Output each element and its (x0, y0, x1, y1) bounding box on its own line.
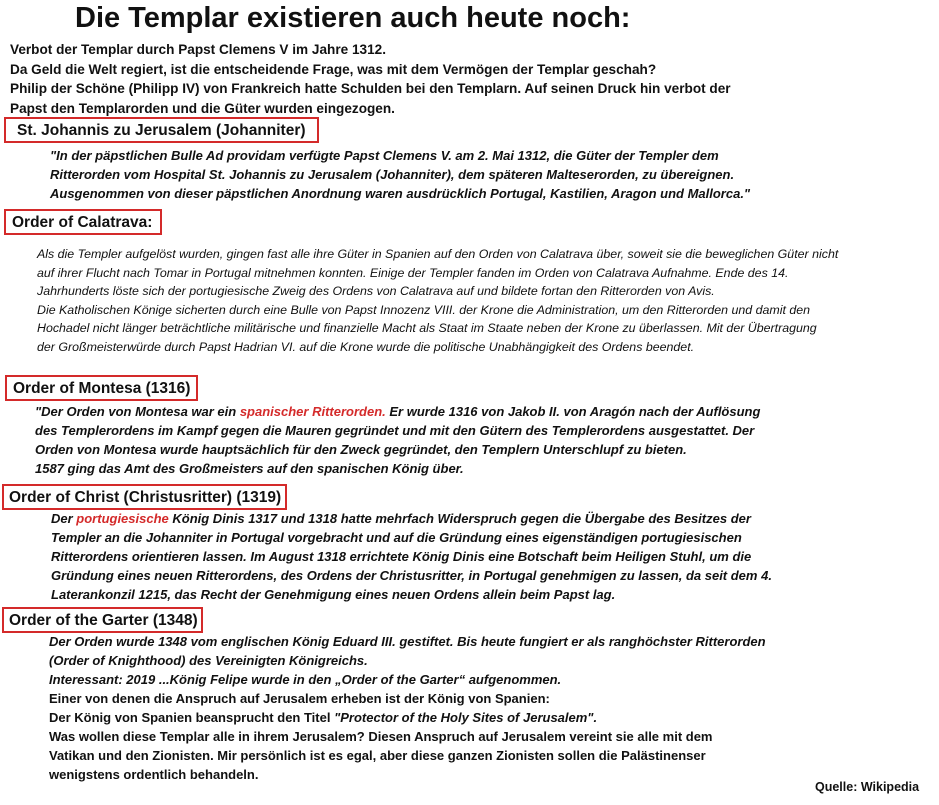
garter-text (49, 632, 766, 784)
intro-line: Da Geld die Welt regiert, ist die entscheidende Frage, was mit dem Vermögen der Templar geschah? (10, 61, 657, 77)
johanniter-text (50, 146, 750, 203)
garter-title-quote: "Protector of the Holy Sites of Jerusalem". (334, 710, 598, 725)
montesa-text (35, 402, 760, 478)
calatrava-text (37, 245, 838, 356)
christ-line (51, 509, 772, 528)
christ-line-start: Der (51, 511, 77, 526)
christ-text (51, 509, 772, 604)
garter-line: Einer von denen die Anspruch auf Jerusalem erheben ist der König von Spanien: (49, 691, 550, 706)
christ-line: Ritterordens orientieren lassen. Im August 1318 errichtete König Dinis eine Botschaft beim Heiligen Stuhl, um die (51, 549, 752, 564)
page-title: Die Templar existieren auch heute noch: (75, 2, 631, 34)
montesa-line: Orden von Montesa wurde hauptsächlich für den Zweck gegründet, den Templern Unterschlupf zu bieten. (35, 442, 687, 457)
calatrava-line: der Großmeisterwürde durch Papst Hadrian VI. auf die Krone wurde die politische Unabhängigkeit des Ordens beendet. (37, 339, 695, 354)
heading-montesa: Order of Montesa (1316) (5, 375, 198, 401)
montesa-line (35, 402, 760, 421)
garter-line (49, 708, 766, 727)
montesa-line-end: Er wurde 1316 von Jakob II. von Aragón nach der Auflösung (385, 404, 761, 419)
christ-line: Gründung eines neuen Ritterordens, des Ordens der Christusritter, in Portugal genehmigen zu lassen, da seit dem 4. (51, 568, 772, 583)
heading-calatrava: Order of Calatrava: (4, 209, 162, 235)
garter-line-start: Der König von Spanien beansprucht den Titel (49, 710, 335, 725)
heading-garter: Order of the Garter (1348) (2, 607, 203, 633)
garter-line: Vatikan und den Zionisten. Mir persönlich ist es egal, aber diese ganzen Zionisten sollen die Palästinenser (49, 748, 706, 763)
intro-line: Philip der Schöne (Philipp IV) von Frankreich hatte Schulden bei den Templarn. Auf seinen Druck hin verbot der (10, 81, 731, 96)
source-credit: Quelle: Wikipedia (815, 780, 920, 794)
garter-line: Was wollen diese Templar alle in ihrem Jerusalem? Diesen Anspruch auf Jerusalem vereint sie alle mit dem (49, 729, 713, 744)
montesa-line-start: "Der Orden von Montesa war ein (35, 404, 240, 419)
garter-line: wenigstens ordentlich behandeln. (49, 767, 259, 782)
montesa-line: 1587 ging das Amt des Großmeisters auf den spanischen König über. (35, 461, 464, 476)
christ-line-end: König Dinis 1317 und 1318 hatte mehrfach Widerspruch gegen die Übergabe des Besitzes der (168, 511, 751, 526)
christ-line: Templer an die Johanniter in Portugal vorgebracht und auf die Gründung eines eigenständigen portugiesischen (51, 530, 742, 545)
intro-line: Verbot der Templar durch Papst Clemens V im Jahre 1312. (10, 42, 386, 57)
christ-line: Laterankonzil 1215, das Recht der Genehmigung eines neuen Ordens allein beim Papst lag. (51, 587, 616, 602)
heading-christ: Order of Christ (Christusritter) (1319) (2, 484, 287, 510)
calatrava-line: Als die Templer aufgelöst wurden, gingen fast alle ihre Güter in Spanien auf den Orden von Calatrava über, soweit sie die beweglichen Güter nicht (37, 247, 839, 261)
montesa-line: des Templerordens im Kampf gegen die Mauren gegründet und mit den Gütern des Templerordens ausgestattet. Der (35, 423, 755, 438)
calatrava-line: Hochadel nicht länger beträchtliche militärische und finanzielle Macht als Staat im Staate neben der Krone zu überlassen. Mit der Übertragung (37, 321, 817, 335)
montesa-highlight-link[interactable]: spanischer Ritterorden. (239, 404, 386, 419)
intro-text (10, 40, 731, 118)
johanniter-line: "In der päpstlichen Bulle Ad providam verfügte Papst Clemens V. am 2. Mai 1312, die Güter der Templer dem (50, 148, 719, 163)
intro-line: Papst den Templarorden und die Güter wurden eingezogen. (10, 100, 395, 116)
garter-line: Interessant: 2019 ...König Felipe wurde in den „Order of the Garter“ aufgenommen. (49, 672, 562, 687)
garter-line: (Order of Knighthood) des Vereinigten Königreichs. (49, 653, 368, 668)
calatrava-line: Jahrhunderts löste sich der portugiesische Zweig des Ordens von Calatrava auf und bildete fortan den Ritterorden von Avis. (37, 284, 715, 298)
calatrava-line: auf ihrer Flucht nach Tomar in Portugal mitnehmen konnten. Einige der Templer fanden im Orden von Calatrava Aufnahme. Ende des 14. (37, 265, 789, 280)
garter-line: Der Orden wurde 1348 vom englischen König Eduard III. gestiftet. Bis heute fungiert er als ranghöchster Ritterorden (49, 634, 766, 649)
johanniter-line: Ausgenommen von dieser päpstlichen Anordnung waren ausdrücklich Portugal, Kastilien, Aragon und Mallorca." (50, 186, 751, 201)
heading-johanniter: St. Johannis zu Jerusalem (Johanniter) (4, 117, 319, 143)
christ-highlight-link[interactable]: portugiesische (76, 511, 169, 526)
johanniter-line: Ritterorden vom Hospital St. Johannis zu Jerusalem (Johanniter), dem späteren Malteserorden, zu übereignen. (50, 167, 735, 182)
calatrava-line: Die Katholischen Könige sicherten durch eine Bulle von Papst Innozenz VIII. der Krone die Administration, um den Ritterorden und damit den (37, 302, 811, 317)
